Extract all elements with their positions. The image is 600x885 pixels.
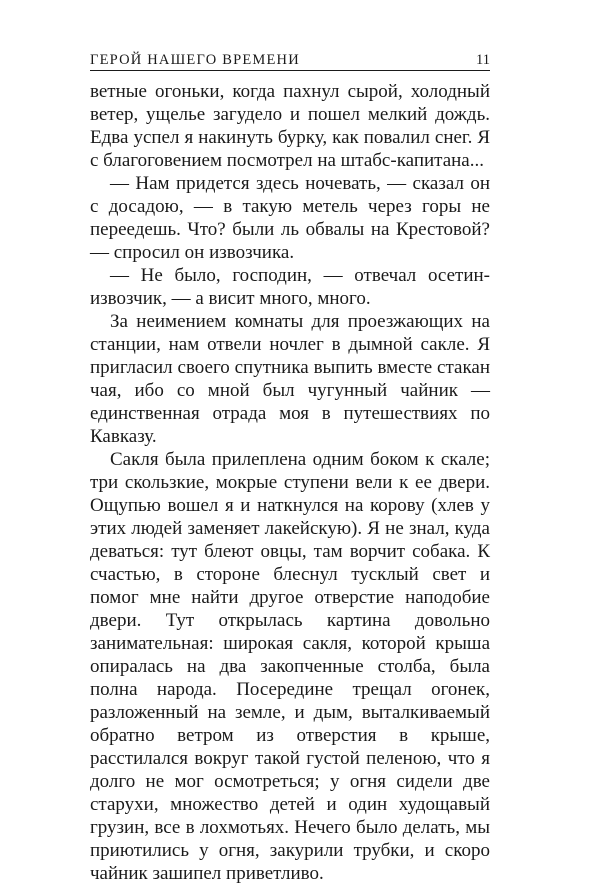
paragraph-lodging: За неимением комнаты для проезжающих на станции, нам отвели ночлег в дымной сакле. Я пригласил своего спутника выпить вместе стакан чая, ибо со мной был чугунный чайник — единственная отрада моя в путешествиях по Кавказу. — [90, 311, 490, 447]
running-head — [90, 50, 490, 71]
paragraph-dialogue-captain: — Нам придется здесь ночевать, — сказал он с досадою, — в такую метель через горы не переедешь. Что? были ль обвалы на Крестовой? — спросил он извозчика. — [90, 173, 490, 263]
body-text — [90, 80, 490, 885]
page-number: 11 — [476, 52, 490, 68]
book-title: ГЕРОЙ НАШЕГО ВРЕМЕНИ — [90, 52, 300, 68]
paragraph-saklya: Сакля была прилеплена одним боком к скале; три скользкие, мокрые ступени вели к ее двери. Ощупью вошел я и наткнулся на корову (хлев у этих людей заменяет лакейскую). Я не знал, куда деваться: тут блеют овцы, там ворчит собака. К счастью, в стороне блеснул тусклый свет и помог мне найти другое отверстие наподобие двери. Тут открылась картина довольно занимательная: широкая сакля, которой крыша опиралась на два закопченные столба, была полна народа. Посередине трещал огонек, разложенный на земле, и дым, выталкиваемый обратно ветром из отверстия в крыше, расстилался вокруг такой густой пеленою, что я долго не мог осмотреться; у огня сидели две старухи, множество детей и один худощавый грузин, все в лохмотьях. Нечего было делать, мы приютились у огня, закурили трубки, и скоро чайник зашипел приветливо. — [90, 449, 490, 884]
paragraph-dialogue-driver: — Не было, господин, — отвечал осетин-извозчик, — а висит много, много. — [90, 265, 490, 309]
paragraph-continuation: ветные огоньки, когда пахнул сырой, холодный ветер, ущелье загудело и пошел мелкий дождь. Едва успел я накинуть бурку, как повалил снег. Я с благоговением посмотрел на штабс-капитана... — [90, 81, 490, 171]
